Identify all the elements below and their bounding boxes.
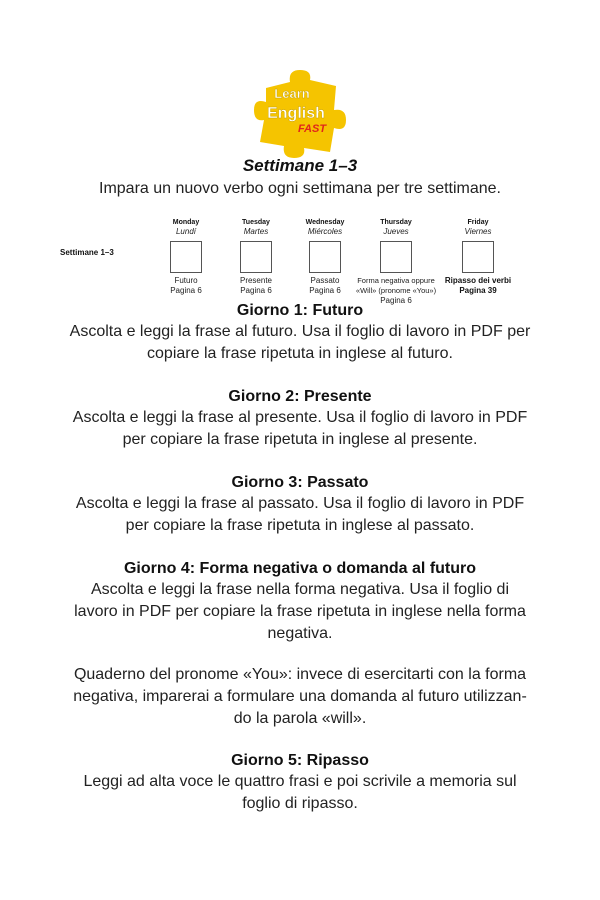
day-page: Pagina 39 xyxy=(459,286,497,295)
schedule-day-friday xyxy=(432,218,524,296)
body-line: per copiare la frase ripetuta in inglese al presente. xyxy=(122,431,478,448)
section-body-day4 xyxy=(56,579,544,645)
body-line: do la parola «will». xyxy=(233,710,367,727)
section-heading-day2: Giorno 2: Presente xyxy=(228,388,372,405)
day-name-es: Miércoles xyxy=(307,227,343,236)
day-note: Forma negativa oppure xyxy=(357,276,435,285)
body-line: Ascolta e leggi la frase al futuro. Usa il foglio di lavoro in PDF per xyxy=(69,323,531,340)
section-body-day2 xyxy=(56,407,544,451)
day-checkbox[interactable] xyxy=(309,241,341,273)
section-body-day1 xyxy=(56,321,544,365)
day-note-2: «Will» (pronome «You») xyxy=(355,286,437,295)
logo-line2: English xyxy=(267,105,325,122)
schedule-row-label: Settimane 1–3 xyxy=(60,248,114,257)
page-subtitle: Impara un nuovo verbo ogni settimana per tre settimane. xyxy=(99,180,501,197)
logo-line1: Learn xyxy=(274,86,310,101)
day-checkbox[interactable] xyxy=(170,241,202,273)
body-line: copiare la frase ripetuta in inglese al futuro. xyxy=(147,345,453,362)
day-note: Ripasso dei verbi xyxy=(444,276,512,285)
section-body-you-note xyxy=(56,664,544,730)
section-heading-day1: Giorno 1: Futuro xyxy=(236,302,364,319)
day-checkbox[interactable] xyxy=(240,241,272,273)
page-title: Settimane 1–3 xyxy=(242,156,358,175)
logo-line3: FAST xyxy=(297,123,327,135)
body-line: Ascolta e leggi la frase nella forma negativa. Usa il foglio di xyxy=(91,581,509,598)
day-name-es: Lundí xyxy=(175,227,197,236)
day-page: Pagina 6 xyxy=(309,286,341,295)
section-heading-day5: Giorno 5: Ripasso xyxy=(231,752,369,769)
day-checkbox[interactable] xyxy=(380,241,412,273)
body-line: Ascolta e leggi la frase al passato. Usa il foglio di lavoro in PDF xyxy=(75,495,525,512)
body-line: Leggi ad alta voce le quattro frasi e poi scrivile a memoria sul xyxy=(83,773,517,790)
day-checkbox[interactable] xyxy=(462,241,494,273)
body-line: Quaderno del pronome «You»: invece di esercitarti con la forma xyxy=(73,666,527,683)
schedule-day-thursday xyxy=(350,218,442,306)
day-name-en: Tuesday xyxy=(242,219,270,226)
day-note: Passato xyxy=(310,276,340,285)
day-name-en: Wednesday xyxy=(305,219,345,226)
body-line: per copiare la frase ripetuta in inglese al passato. xyxy=(125,517,475,534)
day-name-en: Thursday xyxy=(380,219,412,226)
body-line: lavoro in PDF per copiare la frase ripetuta in inglese nella forma xyxy=(74,603,526,620)
puzzle-logo-icon xyxy=(252,66,348,158)
day-name-es: Jueves xyxy=(383,227,409,236)
day-note: Futuro xyxy=(174,276,198,285)
day-name-en: Friday xyxy=(467,219,489,226)
day-name-es: Viernes xyxy=(464,227,492,236)
day-page: Pagina 6 xyxy=(240,286,272,295)
body-line: negativa, imparerai a formulare una domanda al futuro utilizzan- xyxy=(73,688,527,705)
section-heading-day4: Giorno 4: Forma negativa o domanda al futuro xyxy=(123,560,477,577)
day-page: Pagina 6 xyxy=(380,296,412,305)
day-page: Pagina 6 xyxy=(170,286,202,295)
logo-registered-mark: ® xyxy=(336,90,341,96)
section-body-day3 xyxy=(56,493,544,537)
learn-english-fast-logo xyxy=(252,66,348,158)
day-note: Presente xyxy=(239,276,273,285)
body-line: Ascolta e leggi la frase al presente. Usa il foglio di lavoro in PDF xyxy=(72,409,528,426)
section-body-day5 xyxy=(56,771,544,815)
body-line: foglio di ripasso. xyxy=(242,795,358,812)
day-name-es: Martes xyxy=(243,227,269,236)
day-name-en: Monday xyxy=(172,219,200,226)
body-line: negativa. xyxy=(267,625,333,642)
section-heading-day3: Giorno 3: Passato xyxy=(231,474,369,491)
